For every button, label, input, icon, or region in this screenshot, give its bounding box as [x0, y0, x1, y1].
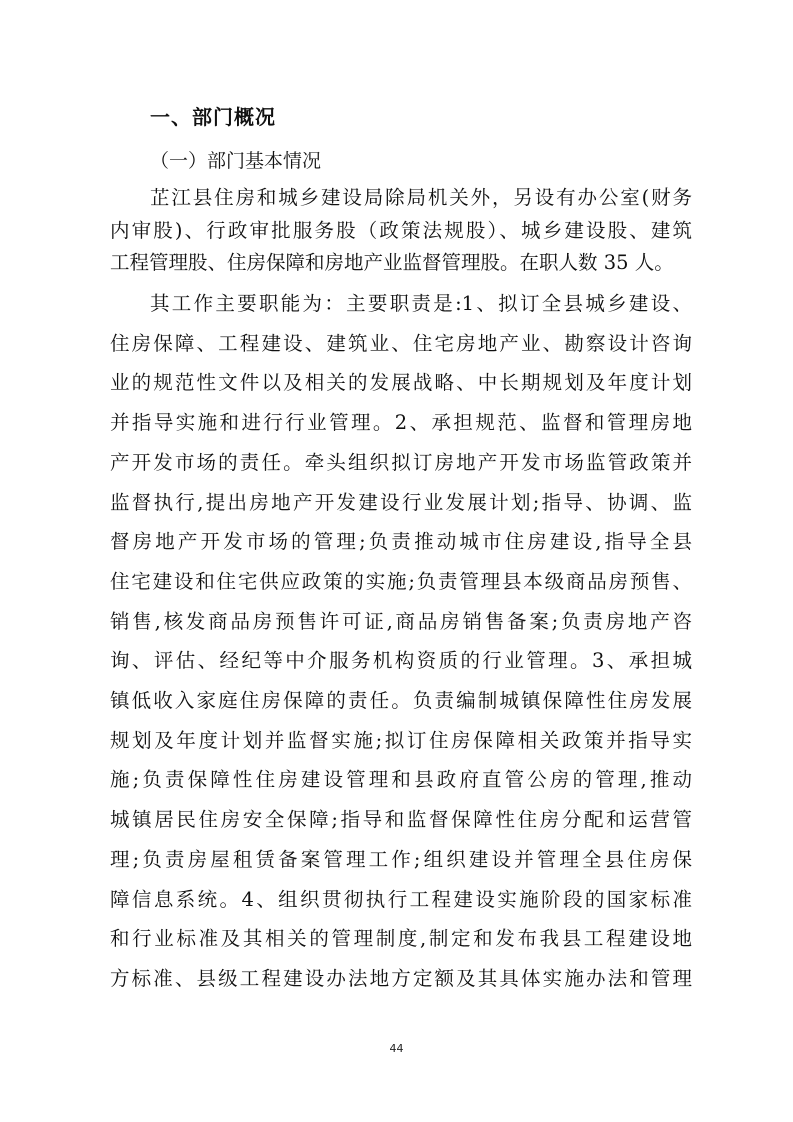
text-line: 城镇居民住房安全保障;指导和监督保障性住房分配和运营管	[110, 808, 692, 832]
page-number: 44	[389, 1042, 404, 1055]
text-line: 障信息系统。4、组织贯彻执行工程建设实施阶段的国家标准	[110, 887, 692, 911]
text-line: 镇低收入家庭住房保障的责任。负责编制城镇保障性住房发展	[110, 689, 692, 713]
section-heading: 一、部门概况	[150, 105, 276, 129]
text-line: 工程管理股、住房保障和房地产业监督管理股。在职人数 35 人。	[110, 251, 674, 274]
text-line: 督房地产开发市场的管理;负责推动城市住房建设,指导全县	[110, 530, 692, 554]
text-line: 理;负责房屋租赁备案管理工作;组织建设并管理全县住房保	[110, 847, 692, 871]
text-line: 芷江县住房和城乡建设局除局机关外，另设有办公室(财务	[150, 186, 692, 209]
text-line: 产开发市场的责任。牵头组织拟订房地产开发市场监管政策并	[110, 450, 692, 474]
paragraph-main-duties	[110, 284, 692, 999]
text-line: 施;负责保障性住房建设管理和县政府直管公房的管理,推动	[110, 768, 692, 792]
text-line: 询、评估、经纪等中介服务机构资质的行业管理。3、承担城	[110, 649, 692, 673]
text-line: 监督执行,提出房地产开发建设行业发展计划;指导、协调、监	[110, 490, 692, 514]
text-line: 内审股)、行政审批服务股（政策法规股）、城乡建设股、建筑	[110, 218, 692, 242]
text-line: 和行业标准及其相关的管理制度,制定和发布我县工程建设地	[110, 927, 692, 951]
text-line: 规划及年度计划并监督实施;拟订住房保障相关政策并指导实	[110, 728, 692, 752]
text-line: 方标准、县级工程建设办法地方定额及其具体实施办法和管理	[110, 966, 692, 990]
text-line: 住宅建设和住宅供应政策的实施;负责管理县本级商品房预售、	[110, 569, 692, 593]
subsection-heading: （一）部门基本情况	[150, 150, 322, 172]
text-line: 业的规范性文件以及相关的发展战略、中长期规划及年度计划	[110, 371, 692, 395]
paragraph-department-setup	[110, 182, 692, 280]
text-line: 销售,核发商品房预售许可证,商品房销售备案;负责房地产咨	[110, 609, 692, 633]
text-line: 其工作主要职能为：主要职责是:1、拟订全县城乡建设、	[150, 292, 692, 315]
text-line: 住房保障、工程建设、建筑业、住宅房地产业、勘察设计咨询	[110, 331, 692, 355]
text-line: 并指导实施和进行行业管理。2、承担规范、监督和管理房地	[110, 411, 692, 435]
